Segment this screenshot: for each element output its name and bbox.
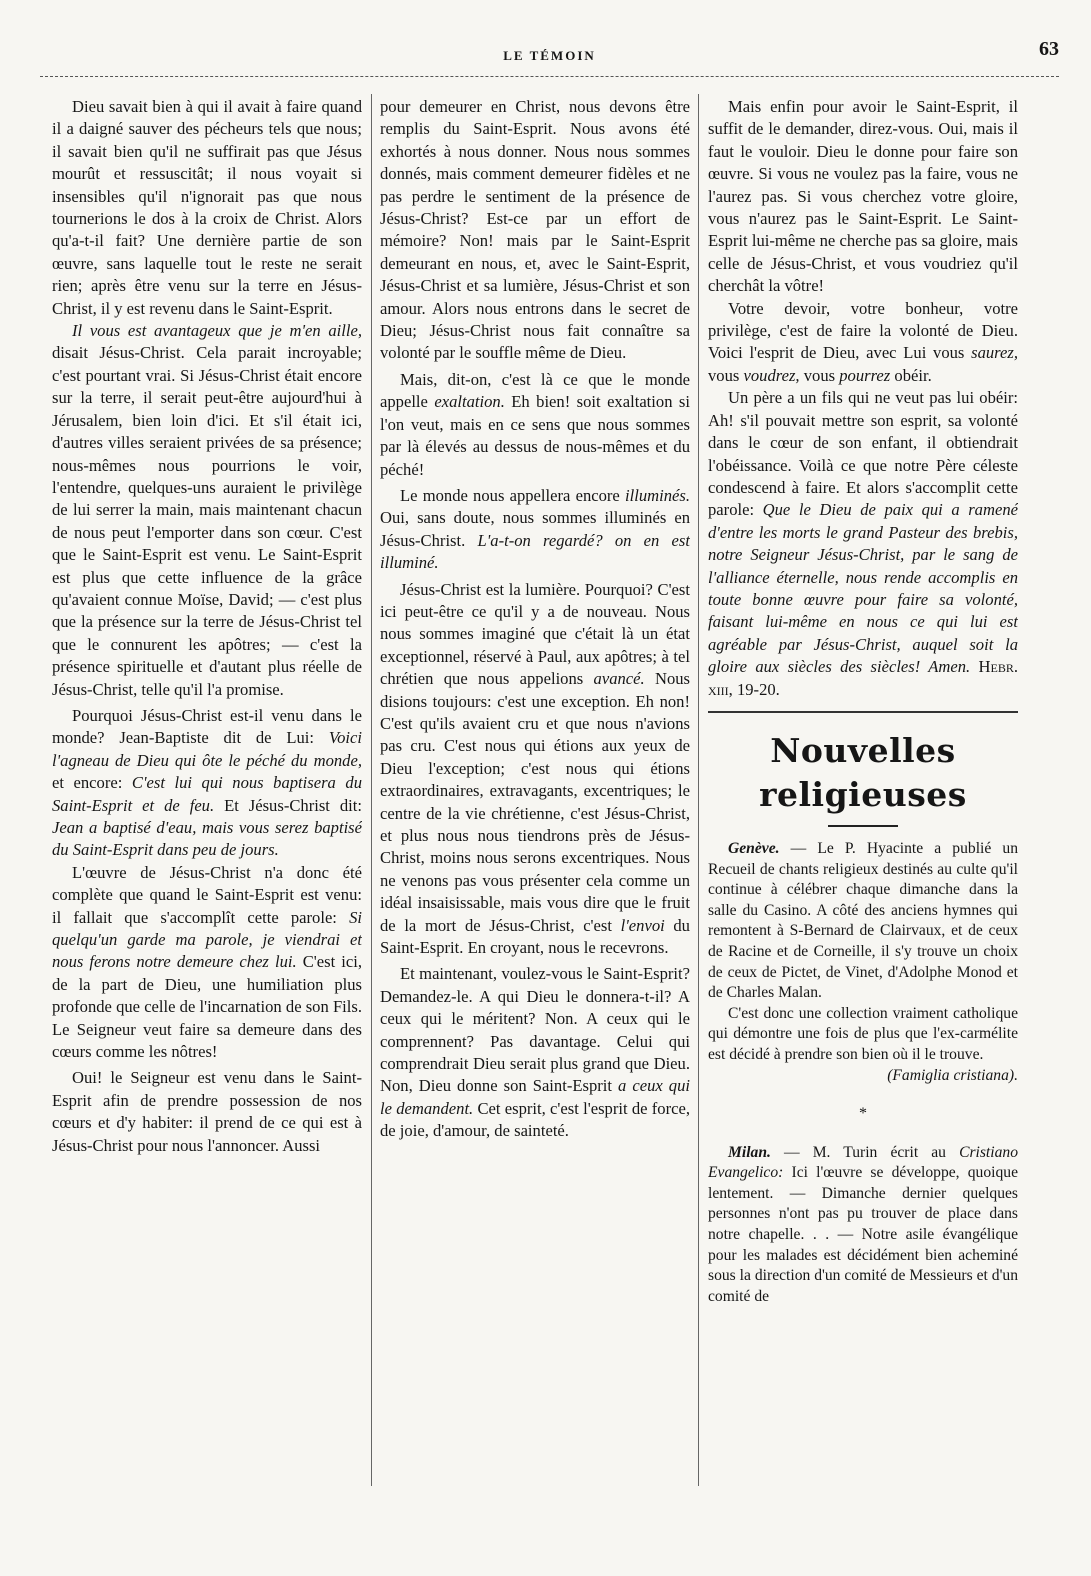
column-1 xyxy=(52,96,362,1486)
scripture-reference: Hebr. xiii, 19-20. xyxy=(708,657,1018,699)
journal-name: Cristiano Evangelico: xyxy=(708,1143,1018,1182)
paragraph: Dieu savait bien à qui il avait à faire quand il a daigné sauver des pécheurs tels que nous; il savait bien qu'il ne suffirait pas que Jésus mourût et ressuscitât; il nous voyait si insensibles qu'il n'ignorait pas que nous tournerions le dos à la croix de Christ. Alors qu'a-t-il fait? Une dernière partie de son œuvre, sans laquelle tout le reste ne serait rien; après être venu sur la terre en Jésus-Christ, il y est revenu dans le Saint-Esprit. xyxy=(52,97,362,318)
quote: Jean a baptisé d'eau, mais vous serez baptisé du Saint-Esprit dans peu de jours. xyxy=(52,818,362,860)
text: Pourquoi Jésus-Christ est-il venu dans le monde? Jean-Baptiste dit de Lui: xyxy=(52,705,362,748)
scripture-quote: Que le Dieu de paix qui a ramené d'entre les morts le grand Pasteur des brebis, notre Seigneur Jésus-Christ, par le sang de l'alliance éternelle, nous rende accomplis en toute bonne œuvre pour faire sa volonté, faisant lui-même en nous ce qui lui est agréable par Jésus-Christ, auquel soit la gloire aux siècles des siècles! Amen. xyxy=(708,500,1018,677)
text: Et Jésus-Christ dit: xyxy=(214,795,362,815)
separator-star: * xyxy=(859,1105,867,1123)
paragraph xyxy=(380,369,690,481)
column-divider-1 xyxy=(371,94,372,1486)
news-source xyxy=(708,1066,1018,1087)
emphasis: exaltation. xyxy=(434,392,505,412)
text: Ici l'œuvre se développe, quoique lentement. — Dimanche dernier quelques personnes n'ont pas pu trouver de place dans notre chapelle. . . — Notre asile évangélique pour les malades est décidément bien acheminé sous la direction d'un comité de Messieurs et d'un comité de xyxy=(708,1164,1018,1305)
paragraph xyxy=(708,298,1018,388)
text: et encore: xyxy=(52,773,132,793)
text: Oui, sans doute, nous sommes illuminés en Jésus-Christ. xyxy=(380,508,690,550)
news-item-geneve xyxy=(708,839,1018,1004)
text: Cet esprit, c'est l'esprit de force, de joie, d'amour, de sainteté. xyxy=(380,1098,690,1141)
text: Un père a un fils qui ne veut pas lui obéir: Ah! s'il pouvait mettre son esprit, sa volonté dans le cœur de son enfant, il obtiendrait l'obéissance. Voilà ce que notre Père céleste condescend à faire. Et alors s'accomplit cette parole: xyxy=(708,388,1018,520)
text: Le monde nous appellera encore xyxy=(400,485,625,505)
paragraph xyxy=(52,862,362,1064)
text: vous xyxy=(799,365,840,385)
news-place: Genève. xyxy=(728,839,780,857)
text: — Le P. Hyacinte a publié un Recueil de chants religieux destinés au culte qu'il continue à célébrer chaque dimanche dans la salle du Casino. A côté des anciens hymnes qui remontent à S-Bernard de Clairvaux, et de ceux de Racine et de Corneille, il s'y trouve un choix de ceux de Pictet, de Vinet, d'Adolphe Monod et de Charles Malan. xyxy=(708,839,1018,1002)
emphasis: saurez, xyxy=(971,343,1018,363)
emphasis: a ceux qui le demandent. xyxy=(380,1076,690,1118)
emphasis: L'a-t-on regardé? on en est illuminé. xyxy=(380,530,690,573)
text: Nous disions toujours: c'est une exception. Eh non! C'est qu'ils avaient cru et que nous n'avions pas cru. C'est nous qui étions aux yeux de Dieu l'exception; c'est nous qui étions extraordinaires, extravagants, excentriques; le centre de la vie chrétienne, c'est Jésus-Christ, et plus nous nous tiendrons près de Jésus-Christ, moins nous serons excentriques. Nous ne venons pas vous présenter cela comme un idéal insaisissable, mais vous dire que le fruit de la mort de Jésus-Christ, c'est xyxy=(380,669,690,935)
text: du Saint-Esprit. En croyant, nous le recevrons. xyxy=(380,915,690,958)
text: — M. Turin écrit au xyxy=(770,1143,960,1161)
emphasis: pourrez xyxy=(839,365,891,385)
section-title: Nouvelles religieuses xyxy=(759,730,967,814)
quote: Il vous est avantageux que je m'en aille, xyxy=(72,321,362,341)
paragraph: C'est donc une collection vraiment catholique qui démontre une fois de plus que l'ex-carmélite est décidé à prendre son bien où il le trouve. xyxy=(708,1004,1018,1063)
text: Mais, dit-on, c'est là ce que le monde appelle xyxy=(380,369,690,412)
text: Eh bien! soit exaltation si l'on veut, mais en ce sens que nous sommes par là élevés au dessus de nous-mêmes et du péché! xyxy=(380,392,690,479)
paragraph xyxy=(380,485,690,575)
paragraph xyxy=(52,320,362,701)
text: disait Jésus-Christ. Cela parait incroyable; c'est pourtant vrai. Si Jésus-Christ était encore sur la terre, il serait peut-être aujourd'hui à Jérusalem, bien loin d'ici. Et s'il était ici, d'autres villes seraient privées de sa présence; nous-mêmes nous pourrions le voir, l'entendre, quelques-uns auraient le privilège de lui serrer la main, mais maintenant chacun de nous peut l'emporter dans son cœur. C'est que le Saint-Esprit est venu. Le Saint-Esprit est plus que cette influence de la grâce qu'avaient connue Moïse, David; — c'est plus que la présence sur la terre de Jésus-Christ tel que le connurent les apôtres; — c'est la présence spirituelle et d'autant plus réelle de Jésus-Christ, telle qu'il l'a promise. xyxy=(52,343,362,699)
quote: C'est lui qui nous baptisera du Saint-Esprit et de feu. xyxy=(52,773,362,815)
column-2 xyxy=(380,96,690,1486)
text: Votre devoir, votre bonheur, votre privilège, c'est de faire la volonté de Dieu. Voici l'esprit de Dieu, avec Lui vous xyxy=(708,298,1018,363)
text: Et maintenant, voulez-vous le Saint-Esprit? Demandez-le. A qui Dieu le donnera-t-il? A ceux qui le méritent? Non. A ceux qui le comprennent? Pas davantage. Celui qui comprendrait Dieu serait plus grand que Dieu. Non, Dieu donne son Saint-Esprit xyxy=(380,964,690,1096)
column-3 xyxy=(708,96,1018,1486)
paragraph xyxy=(380,963,690,1142)
quote: Voici l'agneau de Dieu qui ôte le péché du monde, xyxy=(52,728,362,770)
news-section xyxy=(708,839,1018,1307)
header-rule xyxy=(40,76,1059,77)
paragraph: pour demeurer en Christ, nous devons être remplis du Saint-Esprit. Nous avons été exhortés à nous donner. Nous nous sommes donnés, mais comment demeurer fidèles et ne pas perdre le sentiment de la présence de Jésus-Christ? Est-ce par un effort de mémoire? Non! mais par le Saint-Esprit demeurant en nous, et, avec le Saint-Esprit, Jésus-Christ et sa lumière, Jésus-Christ et son amour. Alors nous entrons dans le secret de Dieu; Jésus-Christ nous fait connaître sa volonté par le souffle même de Dieu. xyxy=(380,97,690,363)
paragraph xyxy=(52,705,362,862)
section-rule xyxy=(708,701,1018,723)
news-item-milan xyxy=(708,1143,1018,1308)
emphasis: l'envoi xyxy=(620,915,665,935)
page-header xyxy=(40,38,1059,78)
text: C'est ici, de la part de Dieu, une humiliation plus profonde que celle de l'incarnation de son Fils. Le Seigneur veut faire sa demeure dans des cœurs comme les nôtres! xyxy=(52,952,362,1062)
paragraph xyxy=(708,387,1018,701)
text: L'œuvre de Jésus-Christ n'a donc été complète que quand le Saint-Esprit est venu: il fallait que s'accomplît cette parole: xyxy=(52,862,362,927)
emphasis: voudrez, xyxy=(743,365,800,385)
running-title: LE TÉMOIN xyxy=(503,48,596,63)
paragraph xyxy=(380,579,690,960)
page-number: 63 xyxy=(1039,38,1059,60)
text: obéir. xyxy=(890,365,932,385)
quote: Si quelqu'un garde ma parole, je viendrai et nous ferons notre demeure chez lui. xyxy=(52,907,362,972)
source-text: (Famiglia cristiana). xyxy=(887,1066,1018,1084)
text: vous xyxy=(708,365,744,385)
emphasis: illuminés. xyxy=(625,485,690,505)
paragraph: Oui! le Seigneur est venu dans le Saint-Esprit afin de prendre possession de nos cœurs et d'y habiter: il prend de ce qui est à Jésus-Christ pour nous l'annoncer. Aussi xyxy=(52,1068,362,1155)
short-rule xyxy=(828,825,898,827)
paragraph: Mais enfin pour avoir le Saint-Esprit, il suffit de le demander, direz-vous. Oui, mais il faut le vouloir. Dieu le donne pour faire son œuvre. Si vous ne voulez pas la faire, vous ne l'aurez pas. Si vous cherchez votre gloire, vous n'aurez pas le Saint-Esprit. Le Saint-Esprit lui-même ne cherche pas sa gloire, mais celle de Jésus-Christ, et vous voudriez qu'il cherchât la vôtre! xyxy=(708,97,1018,296)
news-place: Milan. xyxy=(728,1143,771,1161)
emphasis: avancé. xyxy=(593,669,645,689)
text: Jésus-Christ est la lumière. Pourquoi? C'est ici peut-être ce qu'il y a de nouveau. Nous nous sommes imaginé que c'était là un état exceptionnel, réservé à Paul, aux apôtres; à tel chrétien que nous appelions xyxy=(380,579,690,689)
column-divider-2 xyxy=(698,94,699,1486)
